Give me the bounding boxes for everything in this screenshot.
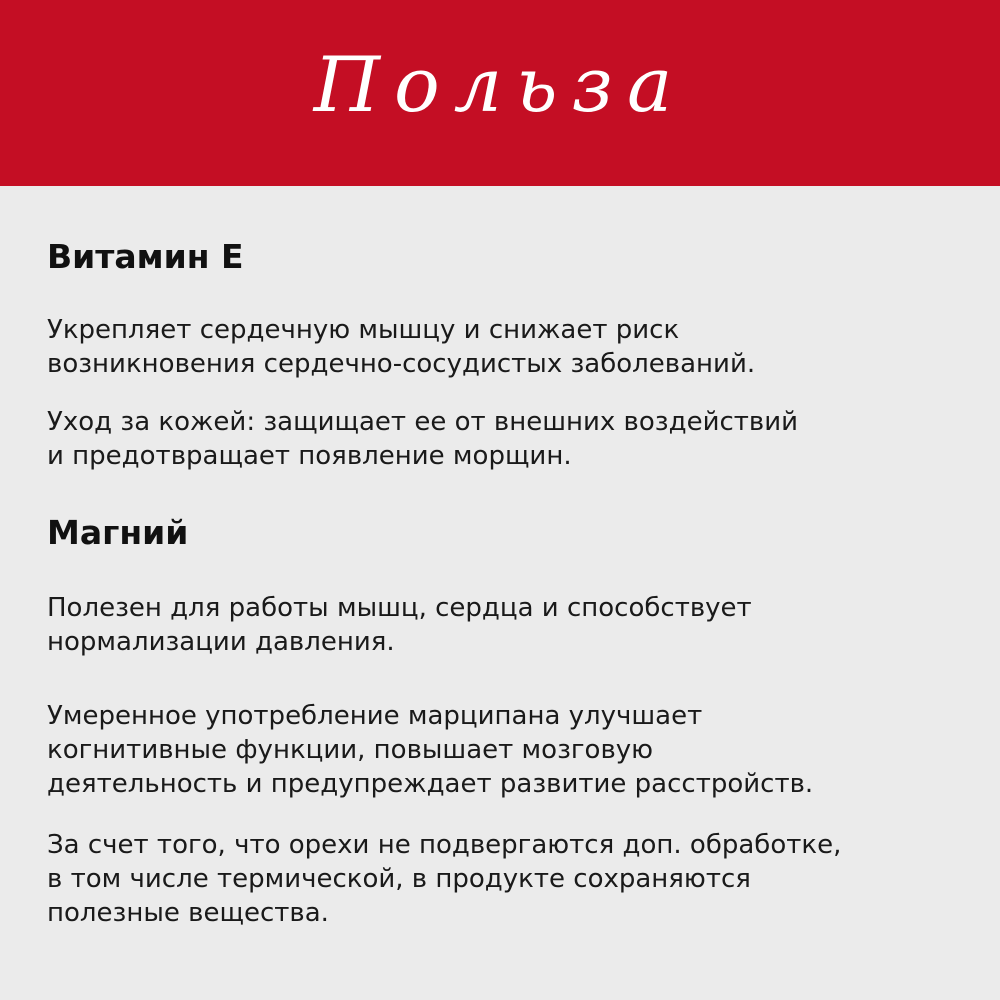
paragraph-cognitive bbox=[47, 699, 957, 801]
paragraph-heart bbox=[47, 313, 957, 381]
text-line: Умеренное употребление марципана улучшает bbox=[47, 701, 703, 731]
paragraph-nuts bbox=[47, 828, 957, 930]
text-line: За счет того, что орехи не подвергаются доп. обработке, bbox=[47, 830, 842, 860]
text-line: Укрепляет сердечную мышцу и снижает риск bbox=[47, 315, 680, 345]
text-line: нормализации давления. bbox=[47, 627, 395, 657]
header-banner bbox=[0, 0, 1000, 186]
text-line: в том числе термической, в продукте сохраняются bbox=[47, 864, 751, 894]
text-line: когнитивные функции, повышает мозговую bbox=[47, 735, 654, 765]
text-line: и предотвращает появление морщин. bbox=[47, 441, 572, 471]
paragraph-skin bbox=[47, 405, 957, 473]
page-title: Польза bbox=[313, 40, 687, 129]
text-line: Уход за кожей: защищает ее от внешних воздействий bbox=[47, 407, 799, 437]
text-line: полезные вещества. bbox=[47, 898, 329, 928]
text-line: возникновения сердечно-сосудистых заболеваний. bbox=[47, 349, 756, 379]
section-heading-magnesium: Магний bbox=[47, 513, 189, 552]
section-heading-vitamin-e: Витамин Е bbox=[47, 237, 244, 276]
paragraph-muscles bbox=[47, 591, 957, 659]
text-line: Полезен для работы мышц, сердца и способствует bbox=[47, 593, 752, 623]
text-line: деятельность и предупреждает развитие расстройств. bbox=[47, 769, 814, 799]
